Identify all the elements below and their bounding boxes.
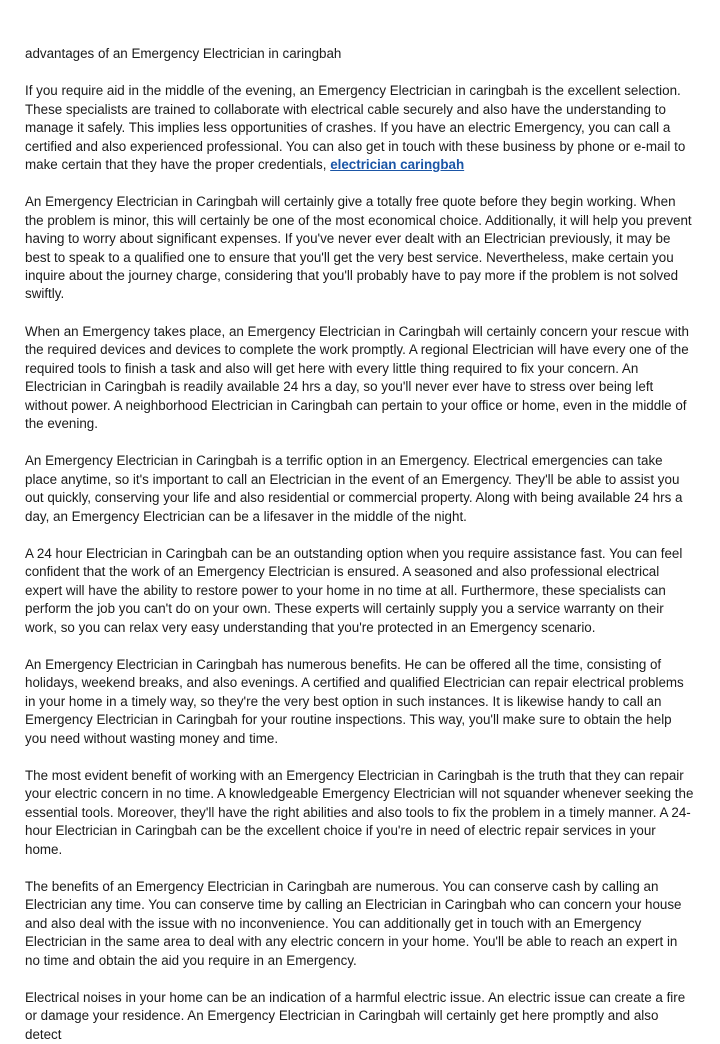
paragraph-7: The most evident benefit of working with an Emergency Electrician in Caringbah is the truth that they can repair your electric concern in no time. A knowledgeable Emergency Electrician will not squander whenever seeking the essential tools. Moreover, they'll have the right abilities and also tools to fix the problem in a timely manner. A 24-hour Electrician in Caringbah can be the excellent choice if you're in need of electric repair services in your home. bbox=[25, 768, 694, 857]
paragraph-1 bbox=[25, 82, 695, 174]
paragraph-5: A 24 hour Electrician in Caringbah can be an outstanding option when you require assistance fast. You can feel confident that the work of an Emergency Electrician is ensured. A seasoned and also professional electrical expert will have the ability to restore power to your home in no time at all. Furthermore, these specialists can perform the job you can't do on your own. These experts will certainly supply you a service warranty on their work, so you can relax very easy understanding that you're protected in an Emergency scenario. bbox=[25, 545, 683, 635]
paragraph-8: The benefits of an Emergency Electrician in Caringbah are numerous. You can conserve cash by calling an Electrician any time. You can conserve time by calling an Electrician in Caringbah who can concern your house and also deal with the issue with no inconvenience. You can additionally get in touch with an Emergency Electrician in the same area to deal with any electric concern in your home. You'll be able to reach an expert in no time and obtain the aid you require in an Emergency. bbox=[25, 879, 682, 968]
paragraph-4: An Emergency Electrician in Caringbah is a terrific option in an Emergency. Electrical emergencies can take place anytime, so it's important to call an Electrician in the event of an Emergency. They'll be able to assist you out quickly, conserving your life and also residential or commercial property. Along with being available 24 hrs a day, an Emergency Electrician can be a lifesaver in the middle of the night. bbox=[25, 453, 683, 524]
paragraph-3: When an Emergency takes place, an Emergency Electrician in Caringbah will certainly concern your rescue with the required devices and devices to complete the work promptly. A regional Electrician will have every one of the required tools to finish a task and also will get here with every little thing required to fix your concern. An Electrician in Caringbah is readily available 24 hrs a day, so you'll never ever have to stress over being left without power. A neighborhood Electrician in Caringbah can pertain to your office or home, even in the middle of the evening. bbox=[25, 323, 689, 431]
electrician-caringbah-link[interactable]: electrician caringbah bbox=[330, 157, 465, 173]
document-title: advantages of an Emergency Electrician in caringbah bbox=[25, 46, 342, 61]
paragraph-2: An Emergency Electrician in Caringbah will certainly give a totally free quote before they begin working. When the problem is minor, this will certainly be one of the most economical choice. Additionally, it will help you prevent having to worry about significant expenses. If you've never ever dealt with an Electrician previously, it may be best to speak to a qualified one to ensure that you'll get the very best service. Nevertheless, make certain you inquire about the journey charge, considering that you'll probably have to pay more if the problem is not solved swiftly. bbox=[25, 194, 692, 302]
paragraph-9: Electrical noises in your home can be an indication of a harmful electric issue. An electric issue can create a fire or damage your residence. An Emergency Electrician in Caringbah will certainly get here promptly and also detect bbox=[25, 990, 686, 1042]
paragraph-1-text: If you require aid in the middle of the evening, an Emergency Electrician in caringbah is the excellent selection. These specialists are trained to collaborate with electrical cable securely and also have the understanding to manage it safely. This implies less opportunities of crashes. If you have an electric Emergency, you can call a certified and also experienced professional. You can also get in touch with these business by phone or e-mail to make certain that they have the proper credentials, bbox=[25, 83, 686, 173]
paragraph-6: An Emergency Electrician in Caringbah has numerous benefits. He can be offered all the time, consisting of holidays, weekend breaks, and also evenings. A certified and qualified Electrician can repair electrical problems in your home in a timely way, so they're the very best option in such instances. It is likewise handy to call an Emergency Electrician in Caringbah for your routine inspections. This way, you'll make sure to obtain the help you need without wasting money and time. bbox=[25, 656, 684, 746]
